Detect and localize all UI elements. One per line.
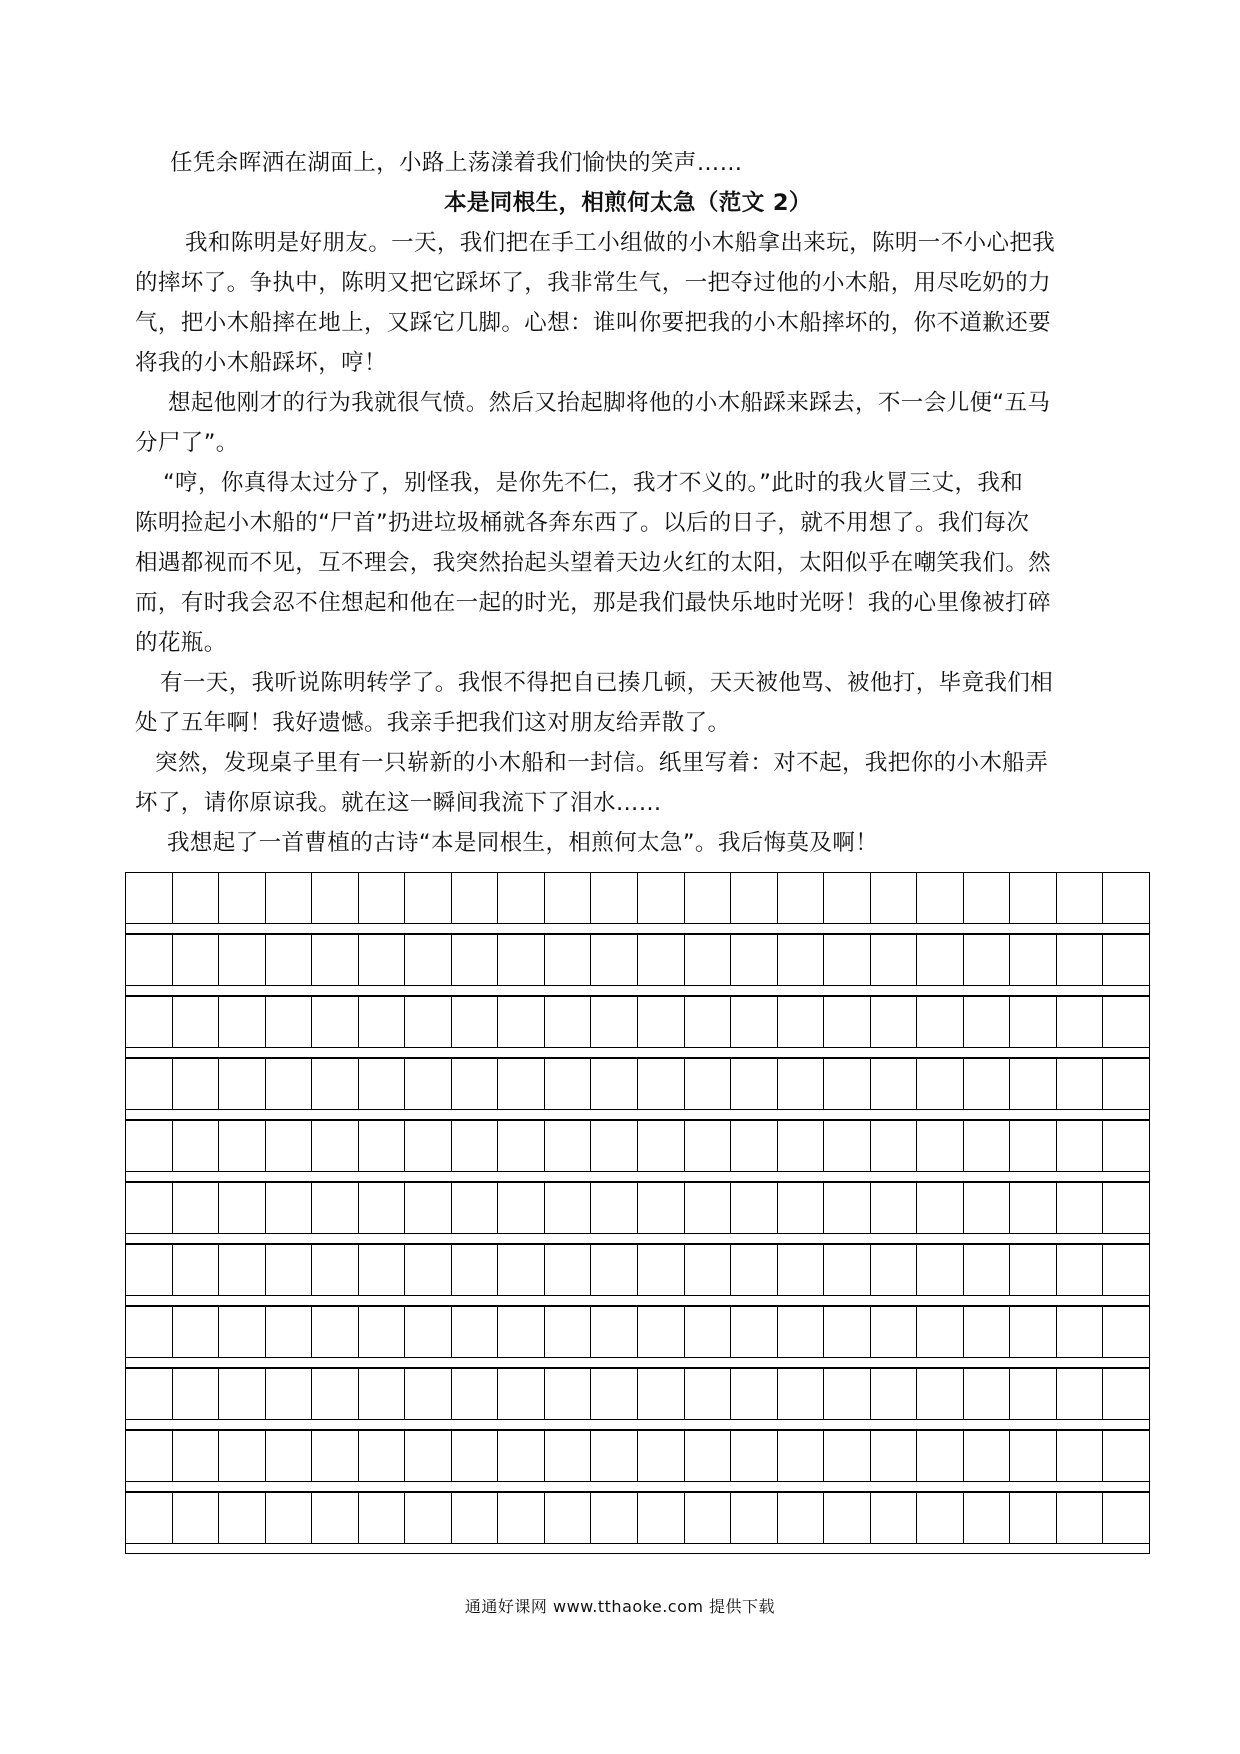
- grid-cell: [312, 1431, 359, 1481]
- grid-cell: [824, 1493, 871, 1543]
- grid-cell: [964, 935, 1011, 985]
- grid-cell: [824, 1059, 871, 1109]
- grid-cell: [1057, 1183, 1104, 1233]
- grid-cell: [405, 1059, 452, 1109]
- grid-cell: [824, 1183, 871, 1233]
- grid-cell: [1103, 1307, 1149, 1357]
- grid-cell: [219, 1059, 266, 1109]
- grid-cell: [219, 1245, 266, 1295]
- grid-cells: [125, 996, 1150, 1048]
- grid-cell: [498, 1431, 545, 1481]
- grid-cell: [1057, 1059, 1104, 1109]
- grid-cell: [498, 1493, 545, 1543]
- grid-cell: [1010, 1369, 1057, 1419]
- grid-cell: [126, 1121, 173, 1171]
- grid-cell: [452, 1121, 499, 1171]
- grid-cell: [452, 1369, 499, 1419]
- grid-cell: [405, 1121, 452, 1171]
- grid-cell: [917, 1307, 964, 1357]
- grid-cell: [591, 873, 638, 923]
- grid-cell: [1103, 1245, 1149, 1295]
- grid-cell: [1010, 935, 1057, 985]
- grid-cell: [1103, 935, 1149, 985]
- grid-cell: [1103, 1121, 1149, 1171]
- grid-cell: [591, 1369, 638, 1419]
- grid-cell: [545, 997, 592, 1047]
- grid-cell: [312, 997, 359, 1047]
- grid-cell: [498, 1121, 545, 1171]
- grid-cell: [219, 935, 266, 985]
- text-line: 相遇都视而不见，互不理会，我突然抬起头望着天边火红的太阳，太阳似乎在嘲笑我们。然: [135, 550, 1052, 576]
- grid-cell: [498, 1183, 545, 1233]
- text-line: “哼，你真得太过分了，别怪我，是你先不仁，我才不义的。”此时的我火冒三丈，我和: [163, 470, 1024, 496]
- grid-cell: [126, 1059, 173, 1109]
- grid-cells: [125, 1430, 1150, 1482]
- grid-cell: [685, 1183, 732, 1233]
- grid-cell: [359, 1431, 406, 1481]
- grid-cell: [405, 1307, 452, 1357]
- grid-cell: [452, 997, 499, 1047]
- grid-row-gap: [125, 1234, 1150, 1244]
- grid-cell: [1057, 997, 1104, 1047]
- grid-cell: [498, 1307, 545, 1357]
- grid-cell: [1057, 935, 1104, 985]
- grid-cell: [778, 1493, 825, 1543]
- grid-cell: [312, 1183, 359, 1233]
- grid-cell: [1010, 1493, 1057, 1543]
- grid-cell: [1103, 1431, 1149, 1481]
- grid-cell: [359, 1183, 406, 1233]
- grid-cell: [545, 1059, 592, 1109]
- grid-cell: [266, 1059, 313, 1109]
- grid-cell: [824, 1245, 871, 1295]
- grid-cell: [266, 1183, 313, 1233]
- grid-cell: [405, 997, 452, 1047]
- grid-cell: [871, 935, 918, 985]
- grid-cell: [731, 1493, 778, 1543]
- grid-cell: [405, 935, 452, 985]
- grid-cell: [266, 935, 313, 985]
- grid-cell: [173, 1307, 220, 1357]
- grid-cell: [219, 1493, 266, 1543]
- grid-cell: [312, 1121, 359, 1171]
- grid-cell: [452, 1431, 499, 1481]
- grid-cells: [125, 1244, 1150, 1296]
- grid-cell: [638, 873, 685, 923]
- grid-cell: [266, 873, 313, 923]
- grid-cell: [638, 1121, 685, 1171]
- grid-cell: [1057, 1493, 1104, 1543]
- grid-cell: [824, 1121, 871, 1171]
- grid-row-gap: [125, 1420, 1150, 1430]
- grid-row-gap: [125, 1110, 1150, 1120]
- grid-cell: [871, 997, 918, 1047]
- grid-cell: [731, 1059, 778, 1109]
- grid-cell: [266, 997, 313, 1047]
- grid-cell: [498, 873, 545, 923]
- grid-cell: [778, 1369, 825, 1419]
- grid-cell: [964, 1307, 1011, 1357]
- grid-cell: [824, 997, 871, 1047]
- grid-cell: [778, 1307, 825, 1357]
- grid-cell: [778, 935, 825, 985]
- grid-cell: [545, 1431, 592, 1481]
- grid-cell: [871, 1121, 918, 1171]
- grid-cell: [778, 1183, 825, 1233]
- grid-cell: [405, 1369, 452, 1419]
- grid-cell: [591, 1307, 638, 1357]
- grid-row-gap: [125, 1358, 1150, 1368]
- grid-cell: [405, 1245, 452, 1295]
- grid-cell: [545, 1369, 592, 1419]
- grid-cell: [778, 1431, 825, 1481]
- text-line: 而，有时我会忍不住想起和他在一起的时光，那是我们最快乐地时光呀！我的心里像被打碎: [135, 590, 1052, 616]
- grid-cell: [685, 935, 732, 985]
- grid-cell: [266, 1369, 313, 1419]
- grid-row-gap: [125, 1048, 1150, 1058]
- grid-cells: [125, 1182, 1150, 1234]
- grid-cell: [545, 1183, 592, 1233]
- grid-cells: [125, 1120, 1150, 1172]
- grid-cell: [452, 1245, 499, 1295]
- grid-cell: [452, 1307, 499, 1357]
- grid-cell: [731, 1183, 778, 1233]
- grid-cell: [685, 873, 732, 923]
- grid-cell: [173, 1245, 220, 1295]
- grid-cell: [173, 1059, 220, 1109]
- grid-cell: [917, 935, 964, 985]
- grid-cell: [498, 997, 545, 1047]
- grid-cell: [871, 1369, 918, 1419]
- grid-cell: [964, 1183, 1011, 1233]
- grid-cell: [685, 997, 732, 1047]
- grid-cell: [359, 1369, 406, 1419]
- grid-cell: [219, 1307, 266, 1357]
- grid-cell: [359, 1493, 406, 1543]
- grid-cell: [591, 935, 638, 985]
- text-line: 我想起了一首曹植的古诗“本是同根生，相煎何太急”。我后悔莫及啊！: [167, 830, 879, 856]
- grid-cell: [266, 1307, 313, 1357]
- grid-cell: [638, 1369, 685, 1419]
- grid-cell: [591, 1431, 638, 1481]
- grid-cell: [219, 997, 266, 1047]
- grid-cell: [964, 1493, 1011, 1543]
- grid-cell: [638, 997, 685, 1047]
- grid-cell: [685, 1307, 732, 1357]
- grid-cell: [685, 1431, 732, 1481]
- grid-cell: [964, 997, 1011, 1047]
- grid-cell: [126, 997, 173, 1047]
- grid-cell: [1057, 1245, 1104, 1295]
- grid-cell: [173, 935, 220, 985]
- grid-cell: [126, 1183, 173, 1233]
- grid-cell: [731, 873, 778, 923]
- grid-cell: [917, 1245, 964, 1295]
- grid-cell: [545, 873, 592, 923]
- grid-cell: [1103, 1183, 1149, 1233]
- grid-cell: [824, 1431, 871, 1481]
- grid-cells: [125, 872, 1150, 924]
- grid-cell: [498, 1369, 545, 1419]
- grid-cell: [173, 873, 220, 923]
- grid-cell: [126, 1307, 173, 1357]
- grid-row-gap: [125, 986, 1150, 996]
- grid-cell: [1057, 1121, 1104, 1171]
- grid-cell: [591, 1059, 638, 1109]
- grid-cell: [545, 1121, 592, 1171]
- grid-cell: [824, 873, 871, 923]
- grid-cell: [219, 873, 266, 923]
- grid-cell: [1103, 997, 1149, 1047]
- grid-cell: [359, 1307, 406, 1357]
- grid-cell: [731, 997, 778, 1047]
- writing-grid: [125, 872, 1150, 1555]
- grid-cell: [219, 1183, 266, 1233]
- grid-cell: [126, 1245, 173, 1295]
- grid-cell: [219, 1369, 266, 1419]
- grid-cell: [312, 935, 359, 985]
- text-line: 陈明捡起小木船的“尸首”扔进垃圾桶就各奔东西了。以后的日子，就不用想了。我们每次: [135, 510, 1030, 536]
- grid-cell: [871, 1183, 918, 1233]
- grid-cell: [871, 1307, 918, 1357]
- grid-cell: [1103, 1493, 1149, 1543]
- grid-cell: [126, 1369, 173, 1419]
- grid-cells: [125, 934, 1150, 986]
- grid-cell: [545, 1493, 592, 1543]
- grid-cell: [685, 1493, 732, 1543]
- grid-row-gap: [125, 1544, 1150, 1554]
- grid-cell: [638, 1307, 685, 1357]
- grid-cell: [452, 1493, 499, 1543]
- grid-cell: [1057, 1307, 1104, 1357]
- grid-cell: [1057, 1431, 1104, 1481]
- grid-cell: [1103, 873, 1149, 923]
- grid-cell: [266, 1121, 313, 1171]
- grid-cell: [312, 1307, 359, 1357]
- text-line: 我和陈明是好朋友。一天，我们把在手工小组做的小木船拿出来玩，陈明一不小心把我: [185, 230, 1056, 256]
- grid-cell: [638, 1493, 685, 1543]
- grid-cell: [731, 1245, 778, 1295]
- grid-cell: [312, 1245, 359, 1295]
- grid-cell: [452, 873, 499, 923]
- text-line: 有一天，我听说陈明转学了。我恨不得把自已揍几顿，天天被他骂、被他打，毕竟我们相: [160, 670, 1054, 696]
- grid-cell: [1010, 873, 1057, 923]
- grid-cell: [964, 1245, 1011, 1295]
- grid-cell: [824, 1369, 871, 1419]
- grid-cell: [917, 1369, 964, 1419]
- grid-cell: [498, 1059, 545, 1109]
- grid-cell: [964, 1121, 1011, 1171]
- grid-row-gap: [125, 1172, 1150, 1182]
- text-line: 分尸了”。: [135, 430, 239, 456]
- grid-cell: [173, 1121, 220, 1171]
- grid-cell: [871, 1431, 918, 1481]
- grid-cell: [871, 1059, 918, 1109]
- grid-cell: [778, 1059, 825, 1109]
- essay-title: 本是同根生，相煎何太急（范文 2）: [444, 190, 812, 216]
- grid-cell: [312, 1059, 359, 1109]
- grid-cell: [917, 1183, 964, 1233]
- grid-cell: [126, 1431, 173, 1481]
- grid-cell: [591, 997, 638, 1047]
- text-line: 气，把小木船摔在地上，又踩它几脚。心想：谁叫你要把我的小木船摔坏的，你不道歉还要: [135, 310, 1052, 336]
- grid-cell: [591, 1121, 638, 1171]
- grid-cell: [312, 1493, 359, 1543]
- grid-cell: [778, 873, 825, 923]
- grid-cell: [638, 1245, 685, 1295]
- grid-cell: [545, 1307, 592, 1357]
- grid-cell: [1010, 997, 1057, 1047]
- grid-cell: [778, 1245, 825, 1295]
- grid-cell: [778, 1121, 825, 1171]
- grid-cell: [312, 873, 359, 923]
- text-line: 想起他刚才的行为我就很气愤。然后又抬起脚将他的小木船踩来踩去，不一会儿便“五马: [168, 390, 1051, 416]
- grid-cell: [1010, 1431, 1057, 1481]
- grid-cell: [219, 1431, 266, 1481]
- grid-cell: [359, 873, 406, 923]
- grid-cell: [638, 1431, 685, 1481]
- grid-cell: [173, 1493, 220, 1543]
- grid-cell: [126, 873, 173, 923]
- grid-cell: [917, 997, 964, 1047]
- grid-cell: [1010, 1121, 1057, 1171]
- grid-cell: [126, 935, 173, 985]
- text-line: 突然，发现桌子里有一只崭新的小木船和一封信。纸里写着：对不起，我把你的小木船弄: [155, 750, 1049, 776]
- grid-cell: [871, 1493, 918, 1543]
- grid-cell: [312, 1369, 359, 1419]
- grid-cell: [917, 1493, 964, 1543]
- grid-cell: [498, 1245, 545, 1295]
- text-line: 处了五年啊！我好遗憾。我亲手把我们这对朋友给弄散了。: [135, 710, 731, 736]
- grid-cell: [359, 1245, 406, 1295]
- grid-cell: [545, 935, 592, 985]
- grid-cell: [405, 1431, 452, 1481]
- grid-cell: [452, 1059, 499, 1109]
- grid-cells: [125, 1058, 1150, 1110]
- grid-cell: [1103, 1059, 1149, 1109]
- grid-row-gap: [125, 1296, 1150, 1306]
- text-line: 坏了，请你原谅我。就在这一瞬间我流下了泪水……: [135, 790, 662, 816]
- grid-cell: [266, 1493, 313, 1543]
- grid-cell: [917, 1431, 964, 1481]
- grid-cell: [731, 1307, 778, 1357]
- grid-cell: [964, 873, 1011, 923]
- grid-row-gap: [125, 1482, 1150, 1492]
- grid-cells: [125, 1368, 1150, 1420]
- grid-cell: [405, 1183, 452, 1233]
- grid-cell: [685, 1369, 732, 1419]
- grid-cell: [964, 1369, 1011, 1419]
- grid-cell: [824, 935, 871, 985]
- grid-cell: [173, 1183, 220, 1233]
- grid-cell: [685, 1121, 732, 1171]
- grid-cell: [638, 1059, 685, 1109]
- grid-cell: [638, 1183, 685, 1233]
- grid-cell: [219, 1121, 266, 1171]
- grid-cell: [1010, 1183, 1057, 1233]
- grid-cell: [685, 1245, 732, 1295]
- grid-cell: [1057, 873, 1104, 923]
- grid-cell: [731, 935, 778, 985]
- grid-cells: [125, 1306, 1150, 1358]
- grid-cell: [173, 997, 220, 1047]
- grid-cell: [266, 1245, 313, 1295]
- grid-cell: [871, 873, 918, 923]
- grid-cell: [638, 935, 685, 985]
- text-line: 的花瓶。: [135, 630, 227, 656]
- grid-cell: [405, 873, 452, 923]
- grid-cell: [917, 1121, 964, 1171]
- grid-cell: [545, 1245, 592, 1295]
- grid-cell: [731, 1369, 778, 1419]
- grid-cell: [1010, 1307, 1057, 1357]
- grid-cell: [824, 1307, 871, 1357]
- grid-row-gap: [125, 924, 1150, 934]
- grid-cell: [591, 1493, 638, 1543]
- grid-cell: [1010, 1245, 1057, 1295]
- grid-cells: [125, 1492, 1150, 1544]
- grid-cell: [731, 1121, 778, 1171]
- footer-source: 通通好课网 www.tthaoke.com 提供下载: [464, 1597, 776, 1616]
- grid-cell: [359, 997, 406, 1047]
- grid-cell: [917, 1059, 964, 1109]
- grid-cell: [917, 873, 964, 923]
- grid-cell: [1103, 1369, 1149, 1419]
- grid-cell: [452, 1183, 499, 1233]
- grid-cell: [778, 997, 825, 1047]
- grid-cell: [359, 1121, 406, 1171]
- grid-cell: [871, 1245, 918, 1295]
- grid-cell: [173, 1431, 220, 1481]
- grid-cell: [359, 935, 406, 985]
- grid-cell: [1010, 1059, 1057, 1109]
- grid-cell: [498, 935, 545, 985]
- grid-cell: [1057, 1369, 1104, 1419]
- grid-cell: [126, 1493, 173, 1543]
- grid-cell: [731, 1431, 778, 1481]
- text-line: 任凭余晖洒在湖面上，小路上荡漾着我们愉快的笑声……: [170, 150, 743, 176]
- grid-cell: [591, 1183, 638, 1233]
- grid-cell: [591, 1245, 638, 1295]
- grid-cell: [173, 1369, 220, 1419]
- grid-cell: [685, 1059, 732, 1109]
- grid-cell: [266, 1431, 313, 1481]
- grid-cell: [452, 935, 499, 985]
- grid-cell: [964, 1431, 1011, 1481]
- grid-cell: [964, 1059, 1011, 1109]
- text-line: 的摔坏了。争执中，陈明又把它踩坏了，我非常生气，一把夺过他的小木船，用尽吃奶的力: [135, 270, 1052, 296]
- grid-cell: [359, 1059, 406, 1109]
- text-line: 将我的小木船踩坏，哼！: [135, 350, 387, 376]
- grid-cell: [405, 1493, 452, 1543]
